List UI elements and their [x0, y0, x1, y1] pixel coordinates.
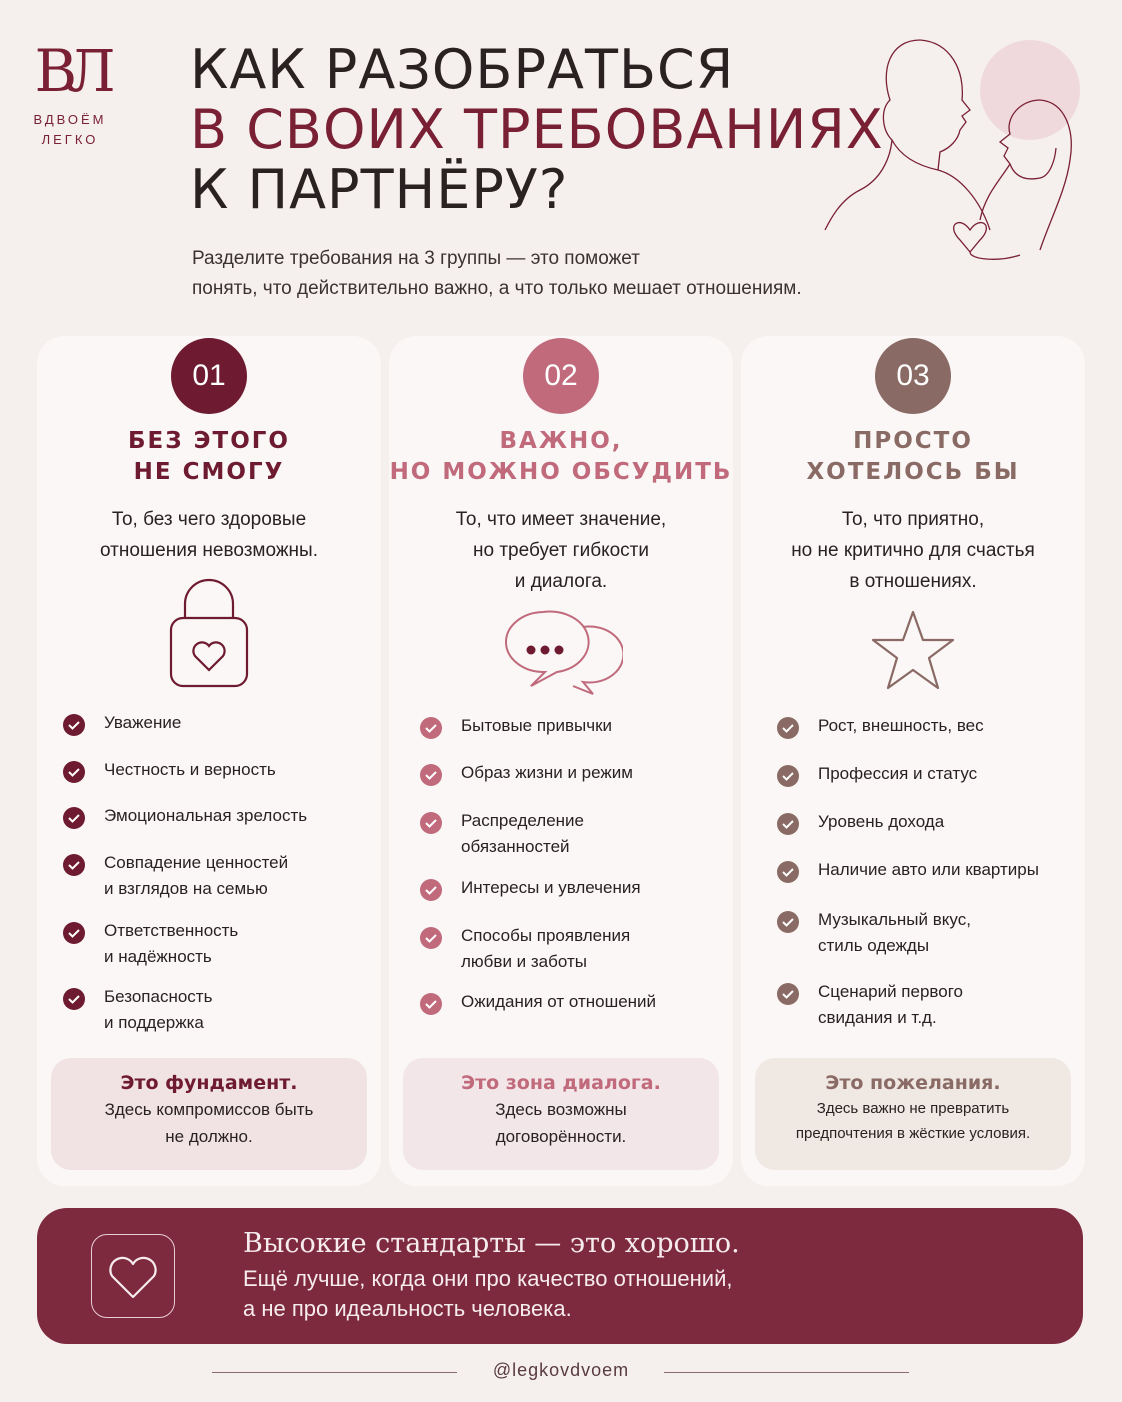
lock-heart-icon — [165, 578, 253, 690]
bottom-banner — [37, 1208, 1083, 1344]
page-subtitle: Разделите требования на 3 группы — это поможет понять, что действительно важно, а что только мешает отношениям. — [192, 248, 802, 299]
banner-text: Ещё лучше, когда они про качество отношений, а не про идеальность человека. — [243, 1266, 733, 1321]
check-icon — [63, 714, 85, 736]
banner-title: Высокие стандарты — это хорошо. — [243, 1228, 740, 1259]
check-icon — [63, 922, 85, 944]
check-icon — [420, 764, 442, 786]
card-number: 01 — [171, 338, 247, 414]
check-icon — [777, 911, 799, 933]
check-icon — [777, 861, 799, 883]
check-icon — [777, 765, 799, 787]
check-icon — [777, 813, 799, 835]
card-must-have: 01 БЕЗ ЭТОГО НЕ СМОГУ То, без чего здоровые отношения невозможны. Уважение Честность и верность Эмоциональная зрелость Совпадение ценностей и взглядов на семью Ответственность и надёжность Безопасность и поддержка Это фундамент. Здесь компромиссов быть не должно. — [37, 336, 381, 1186]
social-handle: @legkovdvoem — [492, 1360, 630, 1380]
card-description: То, без чего здоровые отношения невозможны. — [100, 509, 318, 561]
check-icon — [777, 717, 799, 739]
heart-icon — [91, 1234, 175, 1318]
brand-name: ВДВОЁМ ЛЕГКО — [33, 112, 107, 147]
card-title: ВАЖНО, НО МОЖНО ОБСУДИТЬ — [389, 428, 733, 485]
card-number: 03 — [875, 338, 951, 414]
check-icon — [63, 988, 85, 1010]
card-negotiable: 02 ВАЖНО, НО МОЖНО ОБСУДИТЬ То, что имеет значение, но требует гибкости и диалога. Бытовые привычки Образ жизни и режим Распределение обязанностей Интересы и увлечения Способы проявления любви и заботы Ожидания от отношений Это зона диалога. Здесь возможны договорённости. — [389, 336, 733, 1186]
card-title: БЕЗ ЭТОГО НЕ СМОГУ — [128, 428, 290, 485]
check-icon — [63, 761, 85, 783]
check-icon — [63, 807, 85, 829]
card-number: 02 — [523, 338, 599, 414]
brand-mark: ВЛ — [34, 37, 106, 105]
card-note: Это зона диалога. Здесь возможны договорённости. — [403, 1058, 719, 1170]
couple-line-illustration — [820, 30, 1090, 270]
brand-logo — [28, 37, 112, 150]
check-icon — [420, 717, 442, 739]
card-title: ПРОСТО ХОТЕЛОСЬ БЫ — [806, 428, 1020, 485]
card-description: То, что имеет значение, но требует гибкости и диалога. — [455, 509, 667, 592]
chat-bubbles-icon — [503, 608, 623, 698]
check-icon — [63, 854, 85, 876]
check-icon — [420, 927, 442, 949]
check-icon — [420, 879, 442, 901]
check-icon — [420, 812, 442, 834]
page-title: КАК РАЗОБРАТЬСЯ В СВОИХ ТРЕБОВАНИЯХ К ПАРТНЁРУ? — [190, 38, 884, 221]
card-note: Это пожелания. Здесь важно не превратить предпочтения в жёсткие условия. — [755, 1058, 1071, 1170]
card-description: То, что приятно, но не критично для счастья в отношениях. — [791, 509, 1035, 592]
card-note: Это фундамент. Здесь компромиссов быть не должно. — [51, 1058, 367, 1170]
check-icon — [420, 993, 442, 1015]
card-nice-to-have: 03 ПРОСТО ХОТЕЛОСЬ БЫ То, что приятно, но не критично для счастья в отношениях. Рост, внешность, вес Профессия и статус Уровень дохода Наличие авто или квартиры Музыкальный вкус, стиль одежды Сценарий первого свидания и т.д. Это пожелания. Здесь важно не превратить предпочтения в жёсткие условия. — [741, 336, 1085, 1186]
star-icon — [869, 608, 957, 692]
check-icon — [777, 983, 799, 1005]
